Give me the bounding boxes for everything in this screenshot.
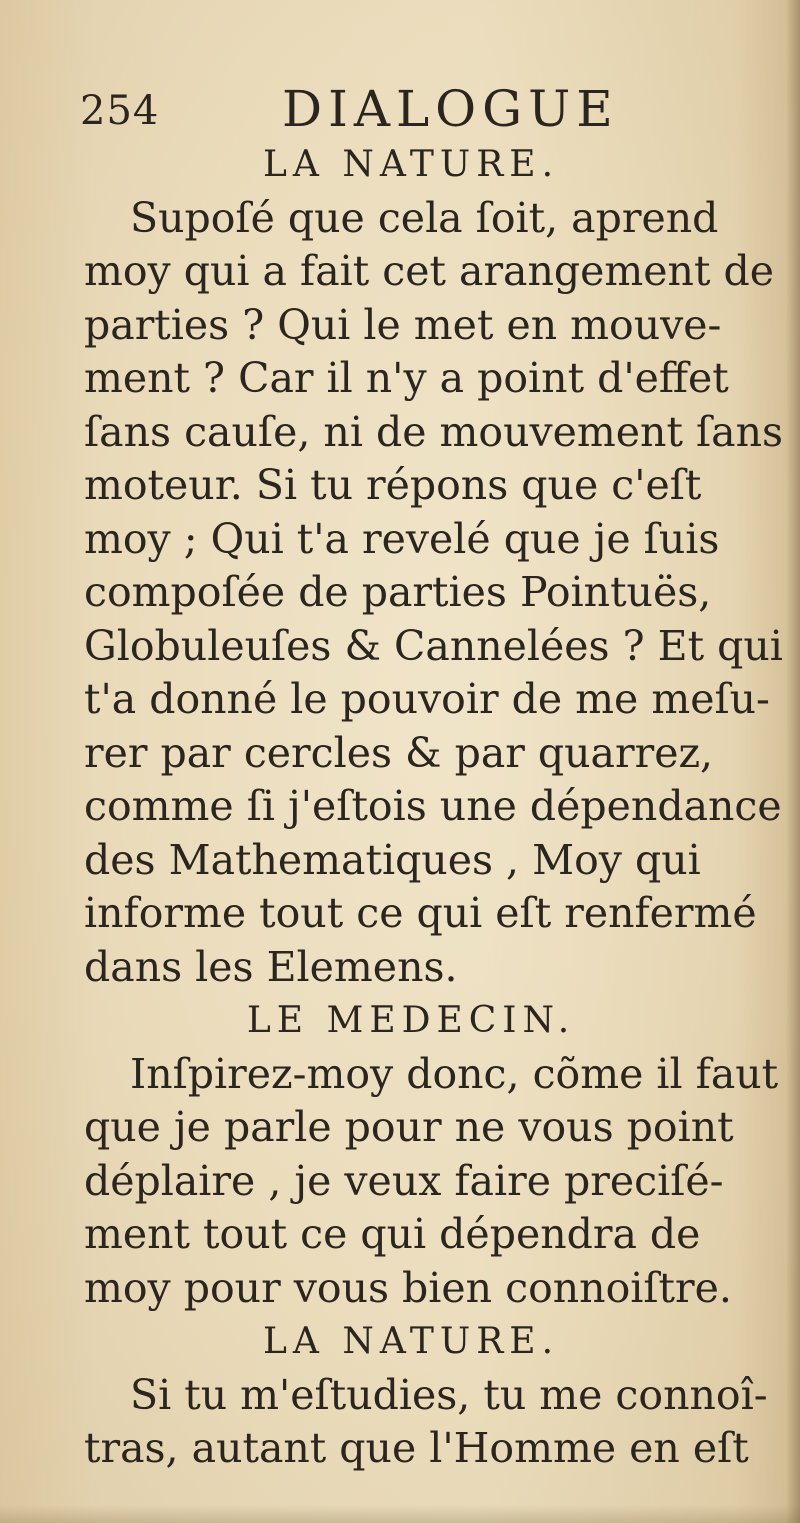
- text-line: parties ? Qui le met en mouve-: [84, 300, 722, 349]
- text-line: ſans cauſe, ni de mouvement ſans: [84, 407, 784, 456]
- text-line: Inſpirez-moy donc, cõme il faut: [130, 1049, 779, 1098]
- text-line: rer par cercles & par quarrez,: [84, 728, 714, 777]
- text-line: compoſée de parties Pointuës,: [84, 568, 712, 616]
- speaker-label: LA NATURE.: [262, 144, 560, 185]
- text-line: que je parle pour ne vous point: [84, 1103, 734, 1151]
- text-line: moy qui a fait cet arangement de: [84, 247, 774, 295]
- text-line: ment tout ce qui dépendra de: [84, 1210, 701, 1258]
- text-line: t'a donné le pouvoir de me meſu-: [84, 675, 770, 723]
- text-line: des Mathematiques , Moy qui: [84, 835, 701, 884]
- text-line: comme ſi j'eſtois une dépendance: [84, 782, 782, 830]
- text-line: Si tu m'eſtudies, tu me connoî-: [130, 1370, 768, 1419]
- text-line: Globuleuſes & Cannelées ? Et qui: [84, 621, 783, 670]
- text-line: moy pour vous bien connoiſtre.: [84, 1263, 732, 1312]
- page-bottom-shadow: [0, 1505, 800, 1523]
- text-line: ment ? Car il n'y a point d'effet: [84, 354, 729, 402]
- dialogue-text: [84, 138, 784, 1476]
- text-line: dans les Elemens.: [84, 942, 458, 991]
- text-line: moteur. Si tu répons que c'eſt: [84, 461, 702, 509]
- page-edge-shadow: [786, 0, 800, 1523]
- speaker-label: LE MEDECIN.: [246, 1000, 576, 1041]
- text-line: déplaire , je veux faire preciſé-: [84, 1156, 724, 1205]
- speaker-label: LA NATURE.: [262, 1321, 560, 1362]
- page-number: 254: [80, 88, 160, 134]
- page-header: [80, 80, 740, 140]
- running-head: DIALOGUE: [282, 80, 619, 138]
- text-line: Supoſé que cela ſoit, aprend: [130, 193, 719, 242]
- text-line: moy ; Qui t'a revelé que je ſuis: [84, 514, 720, 563]
- text-line: tras, autant que l'Homme en eſt: [84, 1424, 749, 1472]
- text-line: informe tout ce qui eſt renfermé: [84, 889, 757, 937]
